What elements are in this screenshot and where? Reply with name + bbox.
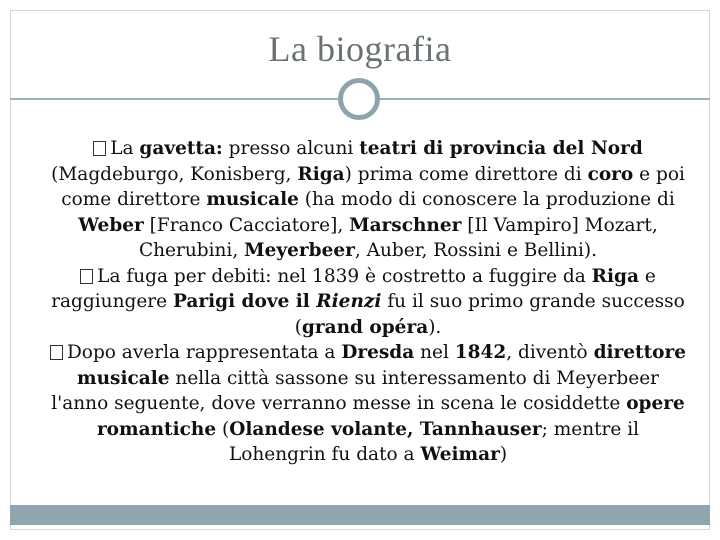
text-bold: opere romantiche bbox=[96, 393, 685, 440]
text-bold: 1842 bbox=[454, 342, 507, 363]
text-bold: musicale bbox=[206, 189, 299, 210]
text-run: e raggiungere bbox=[51, 265, 656, 312]
text-run: ). bbox=[428, 316, 442, 338]
slide-title: La biografia bbox=[268, 29, 452, 69]
text-run: nel bbox=[414, 342, 455, 363]
text-bold: Olandese volante, Tannhauser bbox=[229, 418, 542, 440]
text-run: e poi come direttore bbox=[61, 163, 685, 210]
bullet-box-icon bbox=[50, 345, 63, 360]
text-bold: direttore musicale bbox=[77, 342, 687, 389]
text-bold: Riga bbox=[591, 265, 639, 287]
text-run: presso alcuni bbox=[222, 138, 360, 159]
text-bold-italic: Rienzi bbox=[316, 291, 382, 312]
text-bold: Parigi dove il bbox=[172, 291, 317, 312]
text-run: ) bbox=[499, 444, 508, 465]
text-bold: grand opéra bbox=[301, 316, 429, 338]
text-run: ; mentre il Lohengrin fu dato a bbox=[228, 418, 640, 465]
text-bold: Meyerbeer bbox=[244, 240, 355, 261]
text-run: fu il suo primo grande successo ( bbox=[294, 291, 685, 338]
text-bold: Weimar bbox=[420, 444, 500, 465]
text-run: ) prima come direttore di bbox=[344, 163, 588, 185]
text-bold: Marschner bbox=[349, 214, 462, 236]
text-bold: Dresda bbox=[341, 342, 415, 363]
bullet-box-icon bbox=[93, 141, 106, 156]
bullet-box-icon bbox=[80, 269, 93, 284]
text-run: , Auber, Rossini e Bellini). bbox=[354, 240, 598, 261]
text-run: nella città sassone su interessamento di Meyerbeer l'anno seguente, dove verranno messe in scena le cosiddette bbox=[51, 367, 659, 414]
text-bold: Weber bbox=[78, 214, 144, 236]
paragraph-gavetta bbox=[48, 136, 688, 264]
circle-ornament-icon bbox=[338, 78, 380, 120]
paragraph-dresda bbox=[48, 340, 688, 468]
text-run: (ha modo di conoscere la produzione di bbox=[298, 189, 675, 210]
text-run: La fuga per debiti: nel 1839 è costretto a fuggire da bbox=[97, 265, 592, 287]
text-bold: coro bbox=[587, 163, 634, 185]
paragraph-fuga bbox=[48, 264, 688, 341]
footer-bar bbox=[10, 505, 710, 525]
text-run: [Franco Cacciatore], bbox=[143, 214, 350, 236]
text-bold: teatri di provincia del Nord bbox=[359, 138, 643, 159]
text-run: [Il Vampiro] Mozart, Cherubini, bbox=[138, 214, 658, 261]
slide-body bbox=[48, 136, 688, 468]
text-run: ( bbox=[216, 418, 230, 440]
text-run: Dopo averla rappresentata a bbox=[66, 342, 342, 363]
text-bold: gavetta: bbox=[139, 138, 223, 159]
text-run: , diventò bbox=[506, 342, 594, 363]
text-bold: Riga bbox=[297, 163, 345, 185]
text-run: La bbox=[110, 138, 140, 159]
text-run: (Magdeburgo, Konisberg, bbox=[51, 163, 298, 185]
